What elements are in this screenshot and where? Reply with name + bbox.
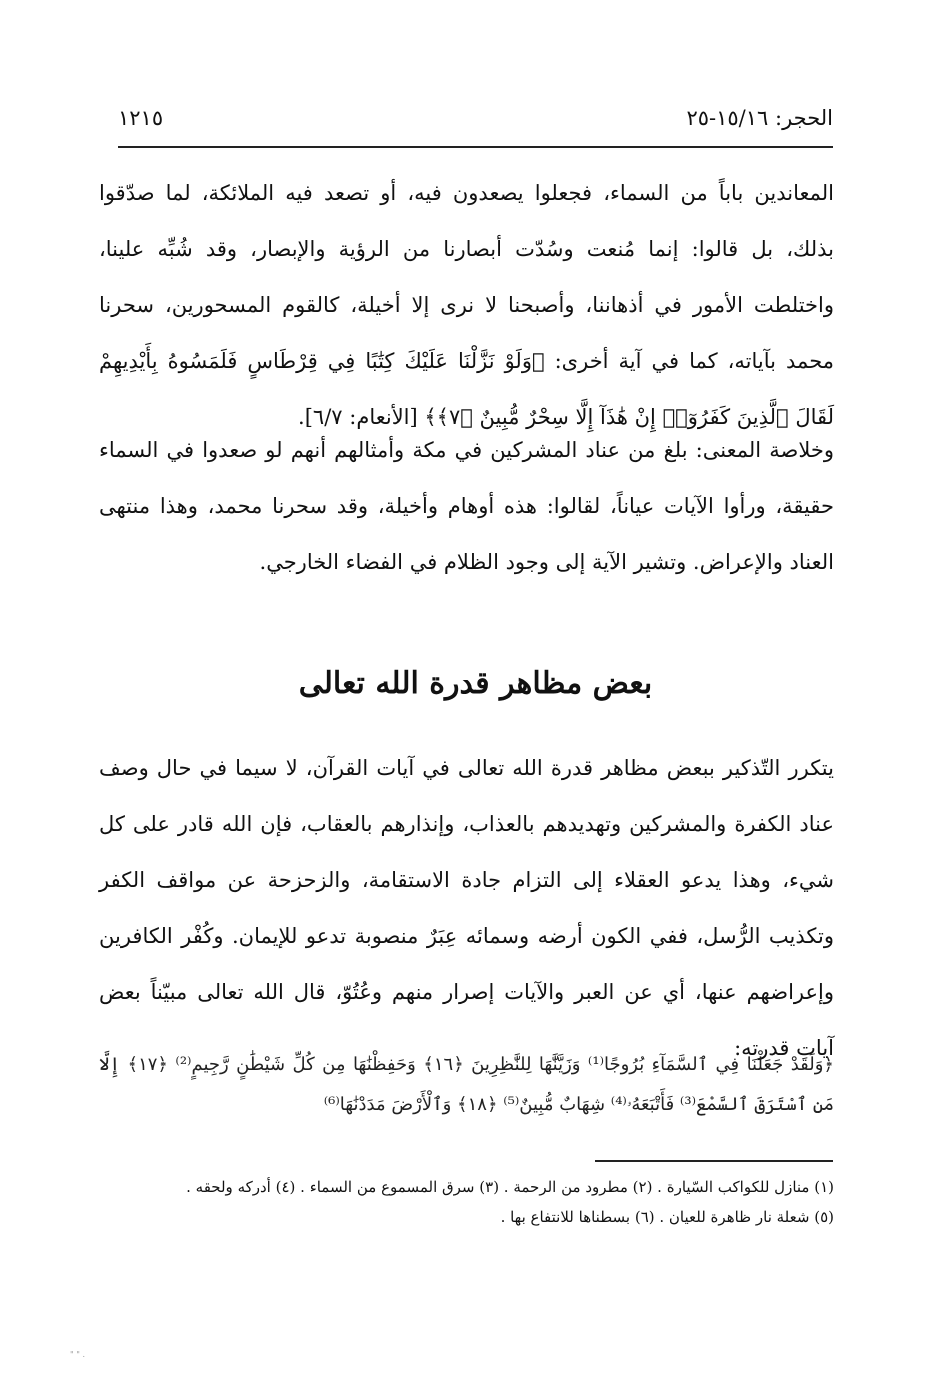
surah-reference: الحجر: ١٥/١٦-٢٥ xyxy=(686,106,833,130)
footnote-line-1: (١) منازل للكواكب السّيارة . (٢) مطرود من الرحمة . (٣) سرق المسموع من السماء . (٤) أدركه ولحقه . xyxy=(186,1178,834,1196)
body-paragraph-1: المعاندين باباً من السماء، فجعلوا يصعدون فيه، أو تصعد فيه الملائكة، لما صدّقوا بذلك، بل قالوا: إنما مُنعت وسُدّت أبصارنا من الرؤية والإبصار، وقد شُبِّه علينا، واختلطت الأمور في أذهاننا، وأصبحنا لا نرى إلا أخيلة، كالقوم المسحورين، سحرنا محمد بآياته، كما في آية أخرى: ﴿وَلَوْ نَزَّلْنَا عَلَيْكَ كِتَٰبًا فِي قِرْطَاسٍ فَلَمَسُوهُ بِأَيْدِيهِمْ لَقَالَ ٱلَّذِينَ كَفَرُوٓا۟ إِنْ هَٰذَآ إِلَّا سِحْرٌ مُّبِينٌ ﴿٧﴾﴾ [الأنعام: ٦/٧]. xyxy=(99,181,834,429)
body-paragraph-2: وخلاصة المعنى: بلغ من عناد المشركين في مكة وأمثالهم أنهم لو صعدوا في السماء حقيقة، ورأوا الآيات عياناً، لقالوا: هذه أوهام وأخيلة، وقد سحرنا محمد، وهذا منتهى العناد والإعراض. وتشير الآية إلى وجود الظلام في الفضاء الخارجي. xyxy=(99,438,834,574)
page-number: ١٢١٥ xyxy=(118,106,164,130)
section-heading: بعض مظاهر قدرة الله تعالى xyxy=(298,666,653,701)
footnote-line-2: (٥) شعلة نار ظاهرة للعيان . (٦) بسطناها للانتفاع بها . xyxy=(500,1208,834,1226)
footnotes xyxy=(99,1172,834,1232)
body-paragraph-3: يتكرر التّذكير ببعض مظاهر قدرة الله تعالى في آيات القرآن، لا سيما في حال وصف عناد الكفرة والمشركين وتهديدهم بالعذاب، وإنذارهم بالعقاب، فإن الله قادر على كل شيء، وهذا يدعو العقلاء إلى التزام جادة الاستقامة، والزحزحة عن مواقف الكفر وتكذيب الرُّسل، ففي الكون أرضه وسمائه عِبَرٌ منصوبة تدعو للإيمان. وكُفْر الكافرين وإعراضهم عنها، أي عن العبر والآيات إصرار منهم وعُتُوّ، قال الله تعالى مبيّناً بعض آيات قدرته: xyxy=(99,756,834,1060)
stray-mark: " " . xyxy=(70,1350,85,1359)
quran-verse-block: ﴿وَلَقَدْ جَعَلْنَا فِي ٱلسَّمَآءِ بُرُوجًا⁽¹⁾ وَزَيَّنَّٰهَا لِلنَّٰظِرِينَ ﴿١٦﴾ وَحَفِظْنَٰهَا مِن كُلِّ شَيْطَٰنٍ رَّجِيمٍ⁽²⁾ ﴿١٧﴾ إِلَّا مَنِ ٱسْتَرَقَ ٱلسَّمْعَ⁽³⁾ فَأَتْبَعَهُۥ⁽⁴⁾ شِهَابٌ مُّبِينٌ⁽⁵⁾ ﴿١٨﴾ وَٱلْأَرْضَ مَدَدْنَٰهَا⁽⁶⁾ xyxy=(99,1054,834,1115)
page-header xyxy=(118,98,833,138)
header-divider xyxy=(118,146,833,148)
footnote-divider xyxy=(595,1160,833,1162)
